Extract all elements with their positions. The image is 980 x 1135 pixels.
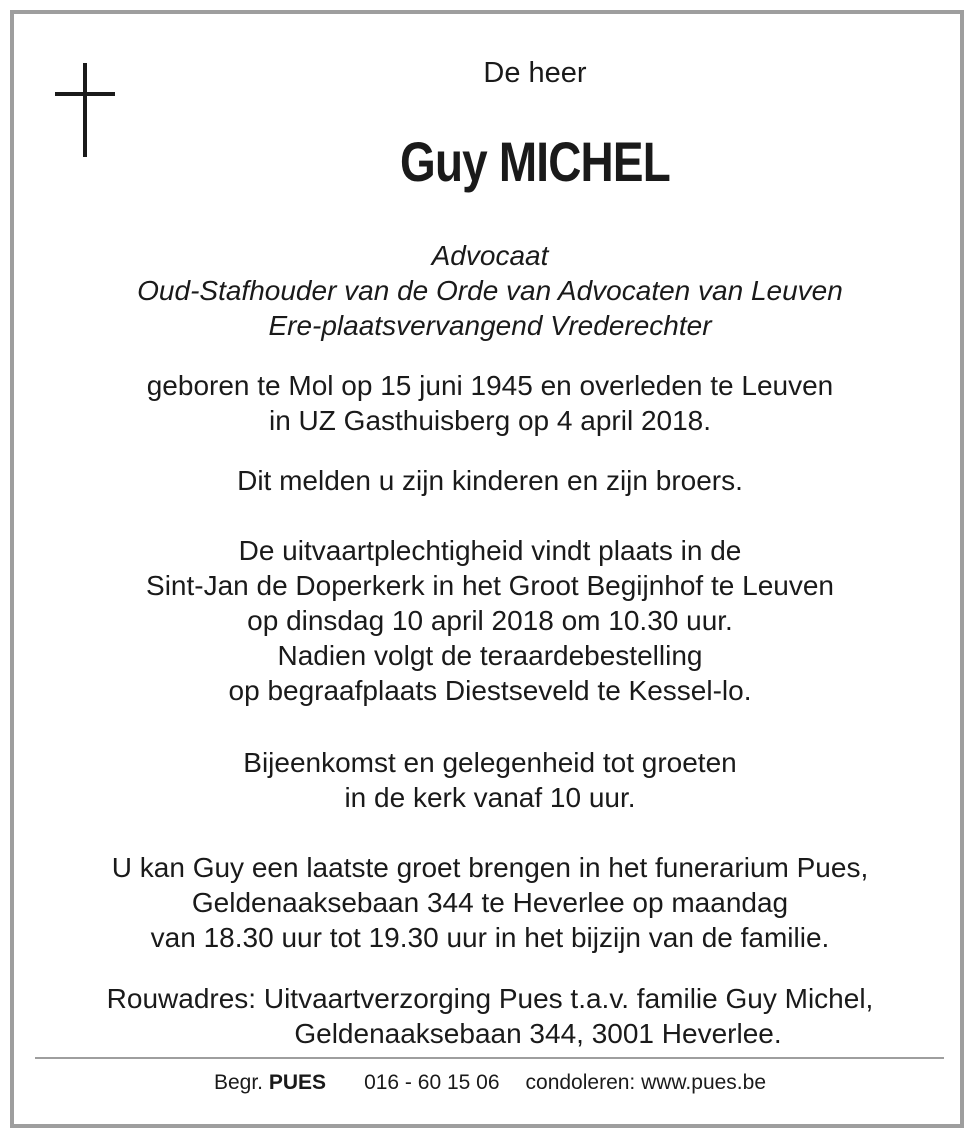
- footer-company: PUES: [268, 1071, 327, 1094]
- gathering-line-1: Bijeenkomst en gelegenheid tot groeten: [243, 747, 737, 778]
- address-line-2: Geldenaaksebaan 344, 3001 Heverlee.: [294, 1018, 782, 1049]
- footer-condolence: condoleren: www.pues.be: [525, 1071, 767, 1094]
- viewing-line-3: van 18.30 uur tot 19.30 uur in het bijzijn van de familie.: [150, 922, 830, 953]
- title-line-2: Oud-Stafhouder van de Orde van Advocaten van Leuven: [137, 275, 843, 306]
- deceased-name: Guy MICHEL: [400, 130, 670, 193]
- title-line-1: Advocaat: [431, 240, 549, 271]
- salutation: De heer: [483, 57, 587, 89]
- announcement: Dit melden u zijn kinderen en zijn broers.: [237, 465, 743, 496]
- footer-prefix: Begr.: [213, 1071, 264, 1094]
- funeral-line-2: Sint-Jan de Doperkerk in het Groot Begijnhof te Leuven: [146, 570, 834, 601]
- footer-divider: [35, 1057, 944, 1059]
- address-line-1: Rouwadres: Uitvaartverzorging Pues t.a.v. familie Guy Michel,: [106, 983, 874, 1014]
- gathering-line-2: in de kerk vanaf 10 uur.: [344, 782, 636, 813]
- footer-phone: 016 - 60 15 06: [364, 1071, 500, 1094]
- funeral-line-1: De uitvaartplechtigheid vindt plaats in de: [238, 535, 742, 566]
- funeral-line-4: Nadien volgt de teraardebestelling: [277, 640, 703, 671]
- birth-death-line-1: geboren te Mol op 15 juni 1945 en overleden te Leuven: [146, 370, 834, 401]
- funeral-line-3: op dinsdag 10 april 2018 om 10.30 uur.: [247, 605, 733, 636]
- title-line-3: Ere-plaatsvervangend Vrederechter: [268, 310, 712, 341]
- footer: [0, 1068, 980, 1098]
- viewing-line-1: U kan Guy een laatste groet brengen in het funerarium Pues,: [111, 852, 869, 883]
- viewing-line-2: Geldenaaksebaan 344 te Heverlee op maandag: [191, 887, 789, 918]
- funeral-line-5: op begraafplaats Diestseveld te Kessel-lo.: [228, 675, 752, 706]
- birth-death-line-2: in UZ Gasthuisberg op 4 april 2018.: [268, 405, 712, 436]
